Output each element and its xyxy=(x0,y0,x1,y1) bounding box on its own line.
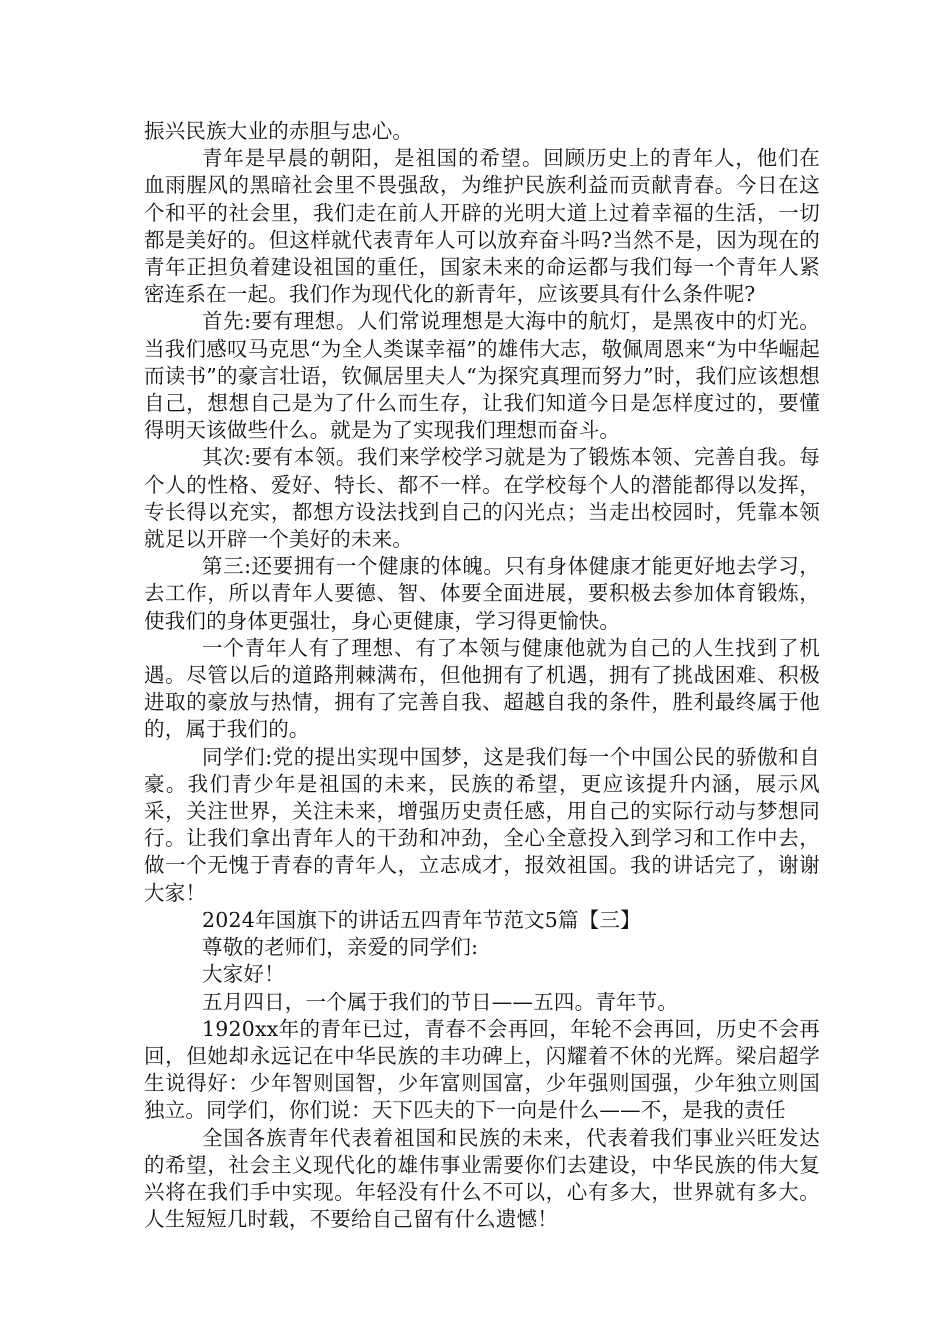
paragraph: 振兴民族大业的赤胆与忠心。 xyxy=(144,119,414,143)
paragraph: 青年是早晨的朝阳，是祖国的希望。回顾历史上的青年人，他们在血雨腥风的黑暗社会里不畏强敌，为维护民族利益而贡献青春。今日在这个和平的社会里，我们走在前人开辟的光明大道上过着幸福的生活，一切都是美好的。但这样就代表青年人可以放弃奋斗吗?当然不是，因为现在的青年正担负着建设祖国的重任，国家未来的命运都与我们每一个青年人紧密连系在一起。我们作为现代化的新青年，应该要具有什么条件呢? xyxy=(144,146,820,307)
paragraph: 同学们:党的提出实现中国梦，这是我们每一个中国公民的骄傲和自豪。我们青少年是祖国的未来，民族的希望，更应该提升内涵，展示风采，关注世界，关注未来，增强历史责任感，用自己的实际行动与梦想同行。让我们拿出青年人的干劲和冲劲，全心全意投入到学习和工作中去，做一个无愧于青春的青年人，立志成才，报效祖国。我的讲话完了，谢谢大家！ xyxy=(144,744,820,905)
paragraph: 1920xx年的青年已过，青春不会再回，年轮不会再回，历史不会再回，但她却永远记在中华民族的丰功碑上，闪耀着不休的光辉。梁启超学生说得好：少年智则国智，少年富则国富，少年强则国强，少年独立则国独立。同学们，你们说：天下匹夫的下一向是什么——不，是我的责任 xyxy=(144,1016,820,1123)
paragraph: 其次:要有本领。我们来学校学习就是为了锻炼本领、完善自我。每个人的性格、爱好、特长、都不一样。在学校每个人的潜能都得以发挥，专长得以充实，都想方设法找到自己的闪光点；当走出校园时，凭靠本领就足以开辟一个美好的未来。 xyxy=(144,445,820,552)
document-body xyxy=(144,118,820,1233)
greeting: 大家好！ xyxy=(202,962,285,987)
paragraph: 五月四日，一个属于我们的节日——五四。青年节。 xyxy=(202,989,679,1014)
paragraph: 首先:要有理想。人们常说理想是大海中的航灯，是黑夜中的灯光。当我们感叹马克思“为全人类谋幸福”的雄伟大志，敬佩周恩来“为中华崛起而读书”的豪言壮语，钦佩居里夫人“为探究真理而努力”时，我们应该想想自己，想想自己是为了什么而生存，让我们知道今日是怎样度过的，要懂得明天该做些什么。就是为了实现我们理想而奋斗。 xyxy=(144,309,820,443)
paragraph: 一个青年人有了理想、有了本领与健康他就为自己的人生找到了机遇。尽管以后的道路荆棘满布，但他拥有了机遇，拥有了挑战困难、积极进取的豪放与热情，拥有了完善自我、超越自我的条件，胜利最终属于他的，属于我们的。 xyxy=(144,635,820,742)
paragraph: 第三:还要拥有一个健康的体魄。只有身体健康才能更好地去学习，去工作，所以青年人要德、智、体要全面进展，要积极去参加体育锻炼，使我们的身体更强壮，身心更健康，学习得更愉快。 xyxy=(144,554,820,633)
paragraph: 全国各族青年代表着祖国和民族的未来，代表着我们事业兴旺发达的希望，社会主义现代化的雄伟事业需要你们去建设，中华民族的伟大复兴将在我们手中实现。年轻没有什么不可以，心有多大，世界就有多大。人生短短几时载，不要给自己留有什么遗憾！ xyxy=(144,1125,820,1232)
section-heading: 2024年国旗下的讲话五四青年节范文5篇【三】 xyxy=(202,907,641,932)
salutation: 尊敬的老师们，亲爱的同学们: xyxy=(202,935,479,960)
